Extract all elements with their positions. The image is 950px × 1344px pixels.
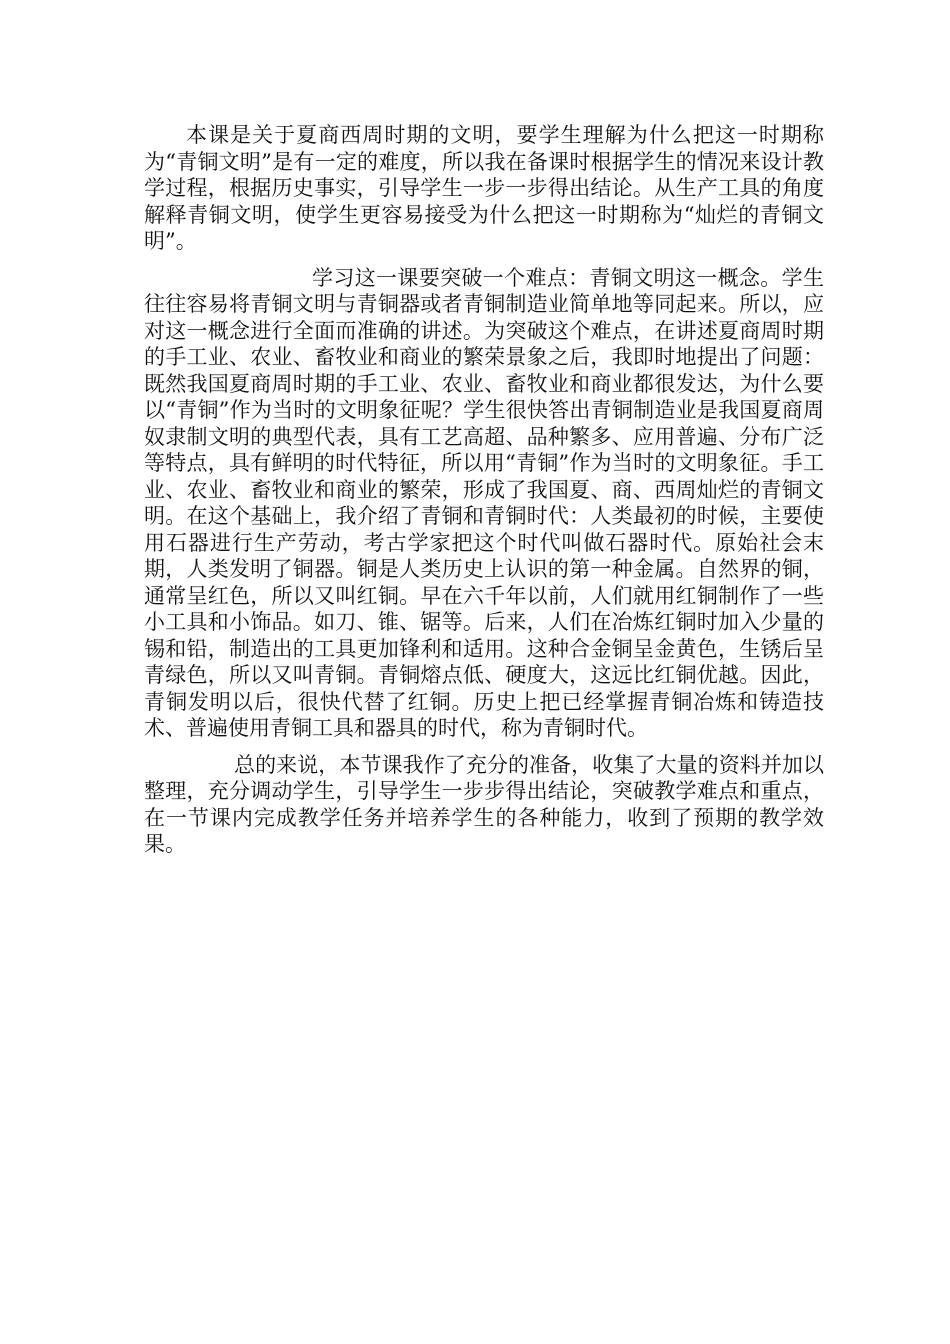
paragraph-intro: 本课是关于夏商西周时期的文明，要学生理解为什么把这一时期称为“青铜文明”是有一定的难度，所以我在备课时根据学生的情况来设计教学过程，根据历史事实，引导学生一步一步得出结论。从生产工具的角度解释青铜文明，使学生更容易接受为什么把这一时期称为“灿烂的青铜文明”。	[144, 123, 824, 253]
document-body	[144, 122, 824, 858]
paragraph-summary: 总的来说，本节课我作了充分的准备，收集了大量的资料并加以整理，充分调动学生，引导学生一步步得出结论，突破教学难点和重点，在一节课内完成教学任务并培养学生的各种能力，收到了预期的教学效果。	[144, 752, 824, 856]
paragraph-key-difficulty: 学习这一课要突破一个难点：青铜文明这一概念。学生往往容易将青铜文明与青铜器或者青铜制造业简单地等同起来。所以，应对这一概念进行全面而准确的讲述。为突破这个难点，在讲述夏商周时期的手工业、农业、畜牧业和商业的繁荣景象之后，我即时地提出了问题：既然我国夏商周时期的手工业、农业、畜牧业和商业都很发达，为什么要以“青铜”作为当时的文明象征呢？学生很快答出青铜制造业是我国夏商周奴隶制文明的典型代表，具有工艺高超、品种繁多、应用普遍、分布广泛等特点，具有鲜明的时代特征，所以用“青铜”作为当时的文明象征。手工业、农业、畜牧业和商业的繁荣，形成了我国夏、商、西周灿烂的青铜文明。在这个基础上，我介绍了青铜和青铜时代：人类最初的时候，主要使用石器进行生产劳动，考古学家把这个时代叫做石器时代。原始社会末期，人类发明了铜器。铜是人类历史上认识的第一种金属。自然界的铜，通常呈红色，所以又叫红铜。早在六千年以前，人们就用红铜制作了一些小工具和小饰品。如刀、锥、锯等。后来，人们在冶炼红铜时加入少量的锡和铅，制造出的工具更加锋利和适用。这种合金铜呈金黄色，生锈后呈青绿色，所以又叫青铜。青铜熔点低、硬度大，这远比红铜优越。因此，青铜发明以后，很快代替了红铜。历史上把已经掌握青铜冶炼和铸造技术、普遍使用青铜工具和器具的时代，称为青铜时代。	[144, 265, 824, 740]
